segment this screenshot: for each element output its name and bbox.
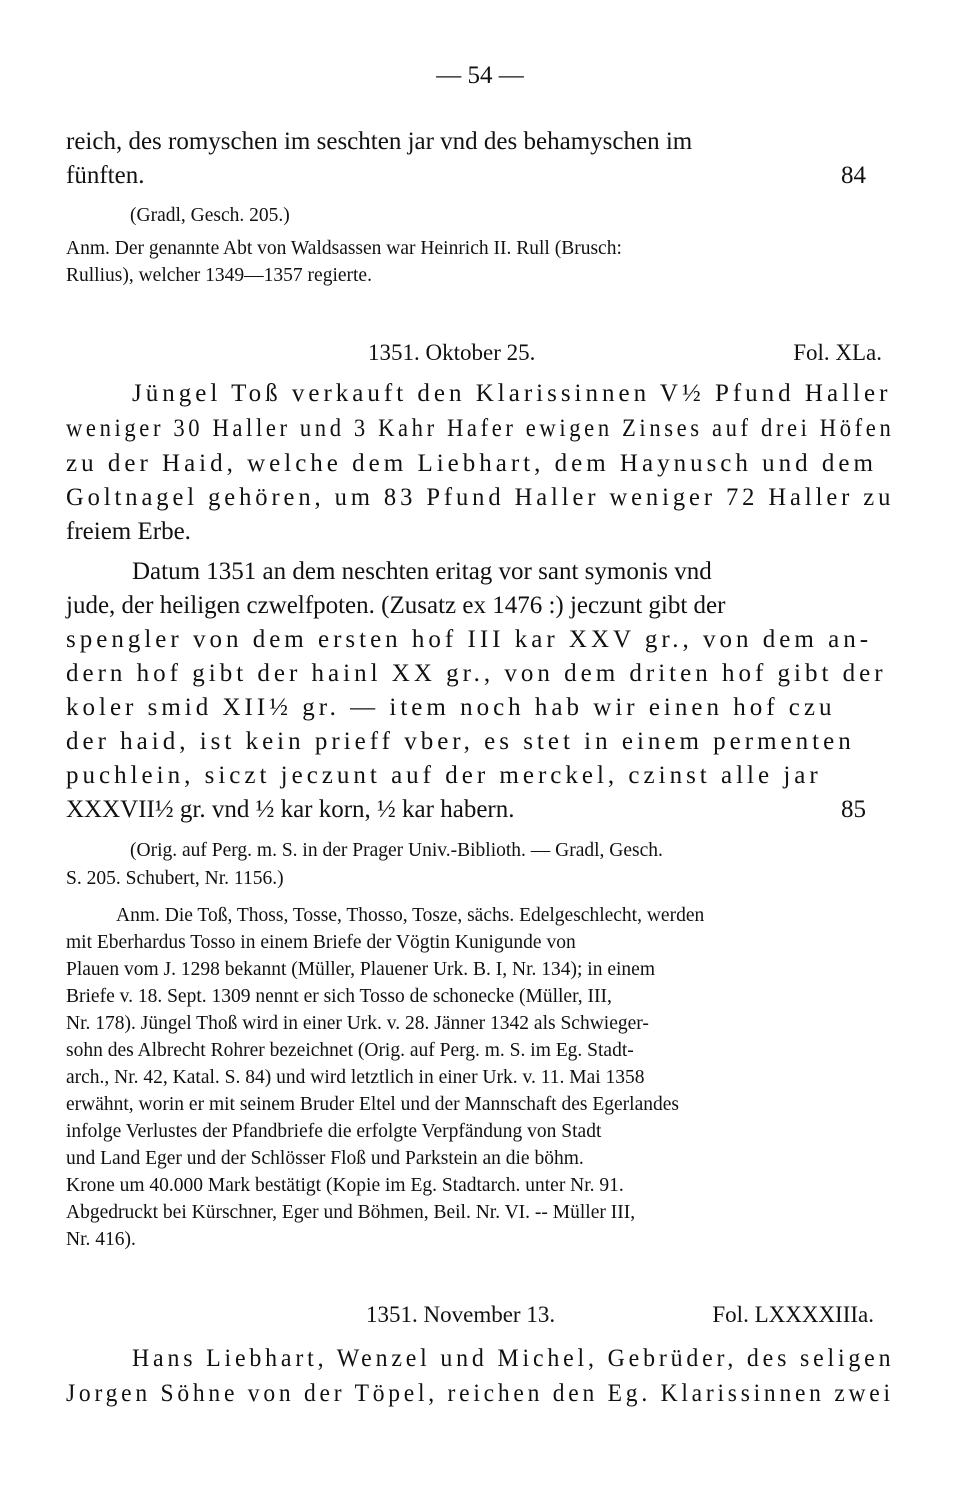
original-text-line — [66, 796, 894, 824]
note-line: Nr. 416). — [66, 1229, 136, 1250]
document-number: 85 — [841, 796, 866, 823]
note-line: Rullius), welcher 1349—1357 regierte. — [66, 265, 372, 286]
original-text-line: spengler von dem ersten hof III kar XXV gr., von dem an- — [66, 626, 873, 653]
text-line: reich, des romyschen im seschten jar vnd des behamyschen im — [66, 128, 693, 155]
note-line: und Land Eger und der Schlösser Floß und Parkstein an die böhm. — [66, 1148, 584, 1169]
note-line: erwähnt, worin er mit seinem Bruder Eltel und der Mannschaft des Egerlandes — [66, 1094, 679, 1115]
entry-folio: Fol. LXXXXIIIa. — [712, 1302, 874, 1327]
original-text-line: koler smid XII½ gr. — item noch hab wir einen hof czu — [66, 694, 836, 721]
original-text-line: jude, der heiligen czwelfpoten. (Zusatz ex 1476 :) jeczunt gibt der — [66, 592, 726, 619]
page-number: — 54 — — [436, 62, 524, 89]
regest-line: Goltnagel gehören, um 83 Pfund Haller weniger 72 Haller zu — [66, 484, 895, 511]
note-line: infolge Verlustes der Pfandbriefe die erfolgte Verpfändung von Stadt — [66, 1121, 602, 1142]
text-fragment: XXXVII½ gr. vnd ½ kar korn, ½ kar habern. — [66, 796, 515, 823]
text-fragment: fünften. — [66, 162, 145, 189]
entry-date: 1351. Oktober 25. — [368, 340, 536, 365]
regest-line: freiem Erbe. — [66, 518, 191, 545]
entry-folio: Fol. XLa. — [793, 340, 882, 365]
original-text-line: dern hof gibt der hainl XX gr., von dem driten hof gibt der — [66, 660, 887, 687]
note-line: Krone um 40.000 Mark bestätigt (Kopie im Eg. Stadtarch. unter Nr. 91. — [66, 1175, 624, 1196]
text-line — [66, 162, 894, 190]
regest-line: zu der Haid, welche dem Liebhart, dem Haynusch und dem — [66, 450, 877, 477]
entry-date: 1351. November 13. — [366, 1302, 556, 1327]
note-line: sohn des Albrecht Rohrer bezeichnet (Orig. auf Perg. m. S. im Eg. Stadt- — [66, 1040, 634, 1061]
note-line: Anm. Die Toß, Thoss, Tosse, Thosso, Tosze, sächs. Edelgeschlecht, werden — [116, 905, 705, 926]
note-line: Nr. 178). Jüngel Thoß wird in einer Urk. v. 28. Jänner 1342 als Schwieger- — [66, 1013, 649, 1034]
note-line: Abgedruckt bei Kürschner, Eger und Böhmen, Beil. Nr. VI. -- Müller III, — [66, 1202, 636, 1223]
document-number: 84 — [841, 162, 866, 189]
regest-line: weniger 30 Haller und 3 Kahr Hafer ewigen Zinses auf drei Höfen — [66, 415, 895, 442]
original-text-line: puchlein, siczt jeczunt auf der merckel, czinst alle jar — [66, 762, 822, 789]
note-line: Anm. Der genannte Abt von Waldsassen war Heinrich II. Rull (Brusch: — [66, 238, 622, 259]
original-text-line: der haid, ist kein prieff vber, es stet in einem permenten — [66, 728, 855, 755]
note-line: Plauen vom J. 1298 bekannt (Müller, Plauener Urk. B. I, Nr. 134); in einem — [66, 959, 655, 980]
original-text-line: Datum 1351 an dem neschten eritag vor sant symonis vnd — [132, 558, 712, 585]
regest-line: Jüngel Toß verkauft den Klarissinnen V½ Pfund Haller — [132, 380, 892, 407]
source-reference: S. 205. Schubert, Nr. 1156.) — [66, 868, 284, 889]
source-reference: (Orig. auf Perg. m. S. in der Prager Univ.-Biblioth. — Gradl, Gesch. — [130, 840, 663, 861]
source-reference: (Gradl, Gesch. 205.) — [130, 205, 290, 226]
note-line: mit Eberhardus Tosso in einem Briefe der Vögtin Kunigunde von — [66, 932, 576, 953]
regest-line: Jorgen Söhne von der Töpel, reichen den Eg. Klarissinnen zwei — [66, 1380, 894, 1407]
note-line: arch., Nr. 42, Katal. S. 84) und wird letztlich in einer Urk. v. 11. Mai 1358 — [66, 1067, 645, 1088]
note-line: Briefe v. 18. Sept. 1309 nennt er sich Tosso de schonecke (Müller, III, — [66, 986, 612, 1007]
regest-line: Hans Liebhart, Wenzel und Michel, Gebrüder, des seligen — [132, 1345, 895, 1372]
